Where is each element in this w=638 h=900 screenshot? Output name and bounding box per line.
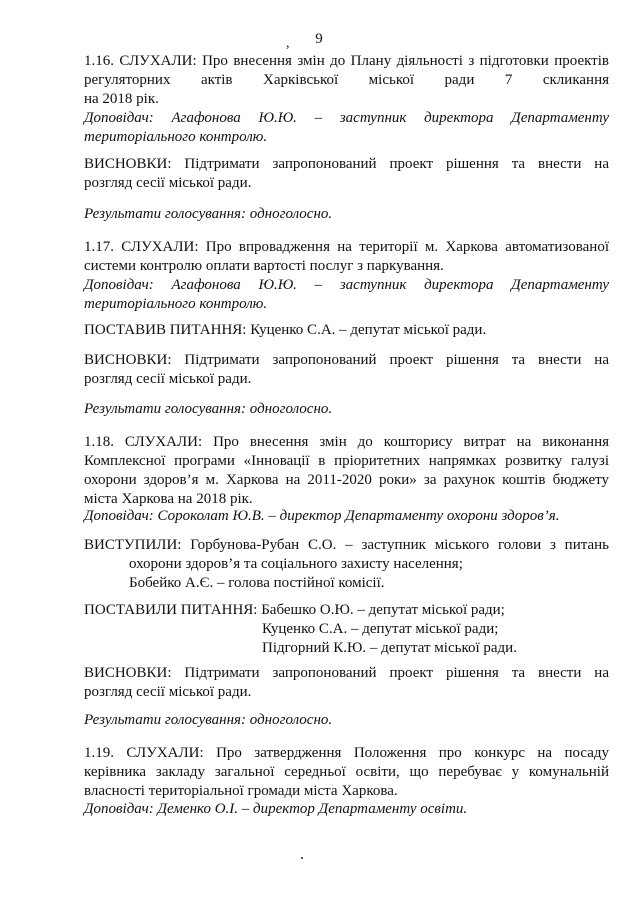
item-1-18-questions (84, 601, 609, 658)
text-line: розгляд сесії міської ради. (84, 371, 252, 387)
scan-speck (301, 857, 303, 859)
item-1-19-heard (84, 744, 609, 801)
item-1-16-speaker (84, 109, 609, 147)
item-1-17-question: ПОСТАВИВ ПИТАННЯ: Куценко С.А. – депутат міської ради. (84, 322, 487, 338)
text-line: системи контролю оплати вартості послуг з паркування. (84, 258, 444, 274)
text-line: ВИСНОВКИ: Підтримати запропонований проект рішення та внести на (84, 665, 609, 681)
text-line: Доповідач: Агафонова Ю.Ю. – заступник директора Департаменту (84, 277, 609, 293)
text-line: власності територіальної громади міста Харкова. (84, 783, 398, 799)
page-number: 9 (315, 31, 323, 47)
item-1-17-speaker (84, 276, 609, 314)
text-line: 1.18. СЛУХАЛИ: Про внесення змін до кошторису витрат на виконання (84, 434, 609, 450)
item-1-18-heard (84, 433, 609, 509)
stray-mark: , (286, 36, 290, 51)
text-line: територіального контролю. (84, 129, 268, 145)
text-line: Доповідач: Агафонова Ю.Ю. – заступник директора Департаменту (84, 110, 609, 126)
text-line: керівника закладу загальної середньої освіти, що перебуває у комунальній (84, 764, 609, 780)
text-line: регуляторних актів Харківської міської ради 7 скликання (84, 72, 609, 88)
text-line: охорони здоров’я м. Харкова на 2011-2020 роки» за рахунок коштів бюджету (84, 472, 609, 488)
item-1-18-speaker: Доповідач: Сороколат Ю.В. – директор Департаменту охорони здоров’я. (84, 508, 560, 524)
text-line: на 2018 рік. (84, 91, 159, 107)
text-line: Куценко С.А. – депутат міської ради; (262, 621, 499, 637)
item-1-16-conclusion (84, 155, 609, 193)
text-line: ВИСТУПИЛИ: Горбунова-Рубан С.О. – заступник міського голови з питань (84, 537, 609, 553)
item-1-18-speakers (84, 536, 609, 593)
text-line: ПОСТАВИЛИ ПИТАННЯ: Бабешко О.Ю. – депутат міської ради; (84, 602, 505, 618)
item-1-19-speaker: Доповідач: Деменко О.І. – директор Департаменту освіти. (84, 801, 468, 817)
text-line: 1.19. СЛУХАЛИ: Про затвердження Положення про конкурс на посаду (84, 745, 609, 761)
item-1-18-conclusion (84, 664, 609, 702)
text-line: охорони здоров’я та соціального захисту населення; (129, 556, 463, 572)
text-line: 1.16. СЛУХАЛИ: Про внесення змін до Плану діяльності з підготовки проектів (84, 53, 609, 69)
text-line: розгляд сесії міської ради. (84, 175, 252, 191)
text-line: ВИСНОВКИ: Підтримати запропонований проект рішення та внести на (84, 352, 609, 368)
text-line: територіального контролю. (84, 296, 268, 312)
item-1-17-voting: Результати голосування: одноголосно. (84, 401, 333, 417)
text-line: ВИСНОВКИ: Підтримати запропонований проект рішення та внести на (84, 156, 609, 172)
text-line: міста Харкова на 2018 рік. (84, 491, 253, 507)
text-line: Бобейко А.Є. – голова постійної комісії. (129, 575, 385, 591)
item-1-16-heard (84, 52, 609, 109)
text-line: Підгорний К.Ю. – депутат міської ради. (262, 640, 517, 656)
item-1-17-heard (84, 238, 609, 276)
item-1-18-voting: Результати голосування: одноголосно. (84, 712, 333, 728)
text-line: 1.17. СЛУХАЛИ: Про впровадження на території м. Харкова автоматизованої (84, 239, 609, 255)
item-1-17-conclusion (84, 351, 609, 389)
text-line: Комплексної програми «Інновації в пріоритетних напрямках розвитку галузі (84, 453, 609, 469)
text-line: розгляд сесії міської ради. (84, 684, 252, 700)
item-1-16-voting: Результати голосування: одноголосно. (84, 206, 333, 222)
